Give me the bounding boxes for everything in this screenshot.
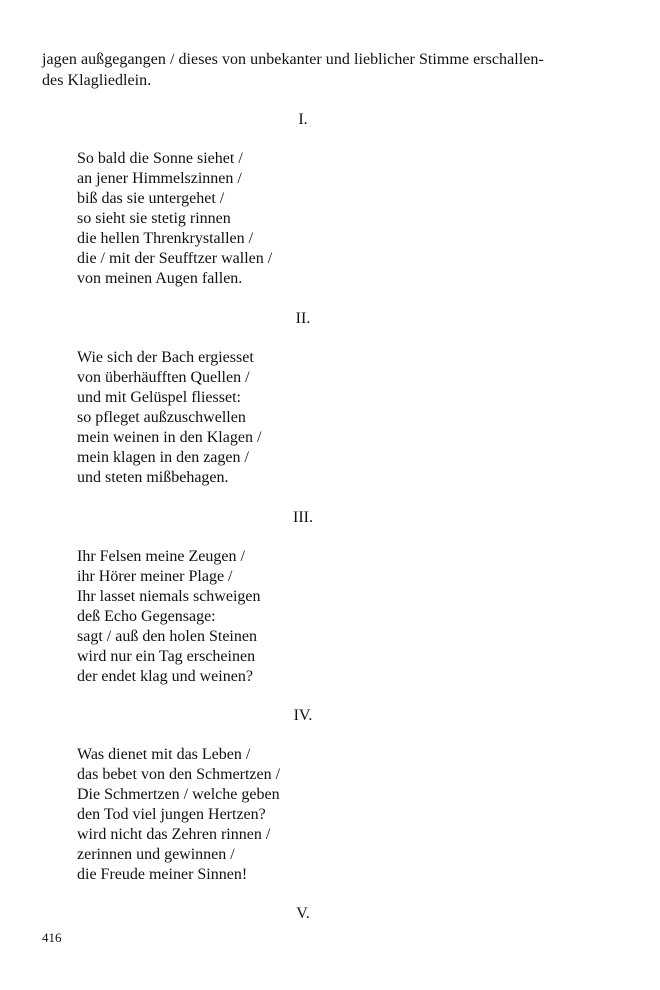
stanza <box>77 547 261 687</box>
stanza-numeral: II. <box>295 310 311 327</box>
verse-line: zerinnen und gewinnen / <box>77 846 235 863</box>
verse-line: Ihr lasset niemals schweigen <box>77 588 261 605</box>
verse-line: so pfleget außzuschwellen <box>77 409 246 426</box>
verse-line: Ihr Felsen meine Zeugen / <box>77 548 245 565</box>
stanza-numeral: III. <box>293 509 313 526</box>
verse-line: Wie sich der Bach ergiesset <box>77 349 254 366</box>
verse-line: wird nicht das Zehren rinnen / <box>77 826 271 843</box>
verse-line: die Freude meiner Sinnen! <box>77 866 248 883</box>
verse-line: und steten mißbehagen. <box>77 469 229 486</box>
intro-line: des Klagliedlein. <box>42 72 152 89</box>
verse-line: So bald die Sonne siehet / <box>77 150 243 167</box>
verse-line: das bebet von den Schmertzen / <box>77 766 281 783</box>
intro-paragraph <box>42 49 602 91</box>
verse-line: die / mit der Seufftzer wallen / <box>77 250 273 267</box>
verse-line: Die Schmertzen / welche geben <box>77 786 280 803</box>
verse-line: mein weinen in den Klagen / <box>77 429 262 446</box>
stanza <box>77 149 272 289</box>
verse-line: und mit Gelüspel fliesset: <box>77 389 241 406</box>
verse-line: mein klagen in den zagen / <box>77 449 249 466</box>
verse-line: den Tod viel jungen Hertzen? <box>77 806 266 823</box>
verse-line: sagt / auß den holen Steinen <box>77 628 257 645</box>
verse-line: von meinen Augen fallen. <box>77 270 243 287</box>
stanza <box>77 745 280 885</box>
verse-line: der endet klag und weinen? <box>77 668 253 685</box>
verse-line: so sieht sie stetig rinnen <box>77 210 231 227</box>
verse-line: Was dienet mit das Leben / <box>77 746 251 763</box>
verse-line: biß das sie untergehet / <box>77 190 225 207</box>
verse-line: deß Echo Gegensage: <box>77 608 216 625</box>
page-number: 416 <box>42 930 62 945</box>
verse-line: ihr Hörer meiner Plage / <box>77 568 233 585</box>
intro-line: jagen außgegangen / dieses von unbekanter und lieblicher Stimme erschallen- <box>42 51 544 68</box>
verse-line: die hellen Threnkrystallen / <box>77 230 254 247</box>
verse-line: wird nur ein Tag erscheinen <box>77 648 256 665</box>
stanza-numeral: I. <box>298 111 308 128</box>
stanza <box>77 348 261 488</box>
stanza-numeral: V. <box>296 905 310 922</box>
verse-line: von überhäufften Quellen / <box>77 369 250 386</box>
stanza-numeral: IV. <box>293 707 313 724</box>
verse-line: an jener Himmelszinnen / <box>77 170 242 187</box>
